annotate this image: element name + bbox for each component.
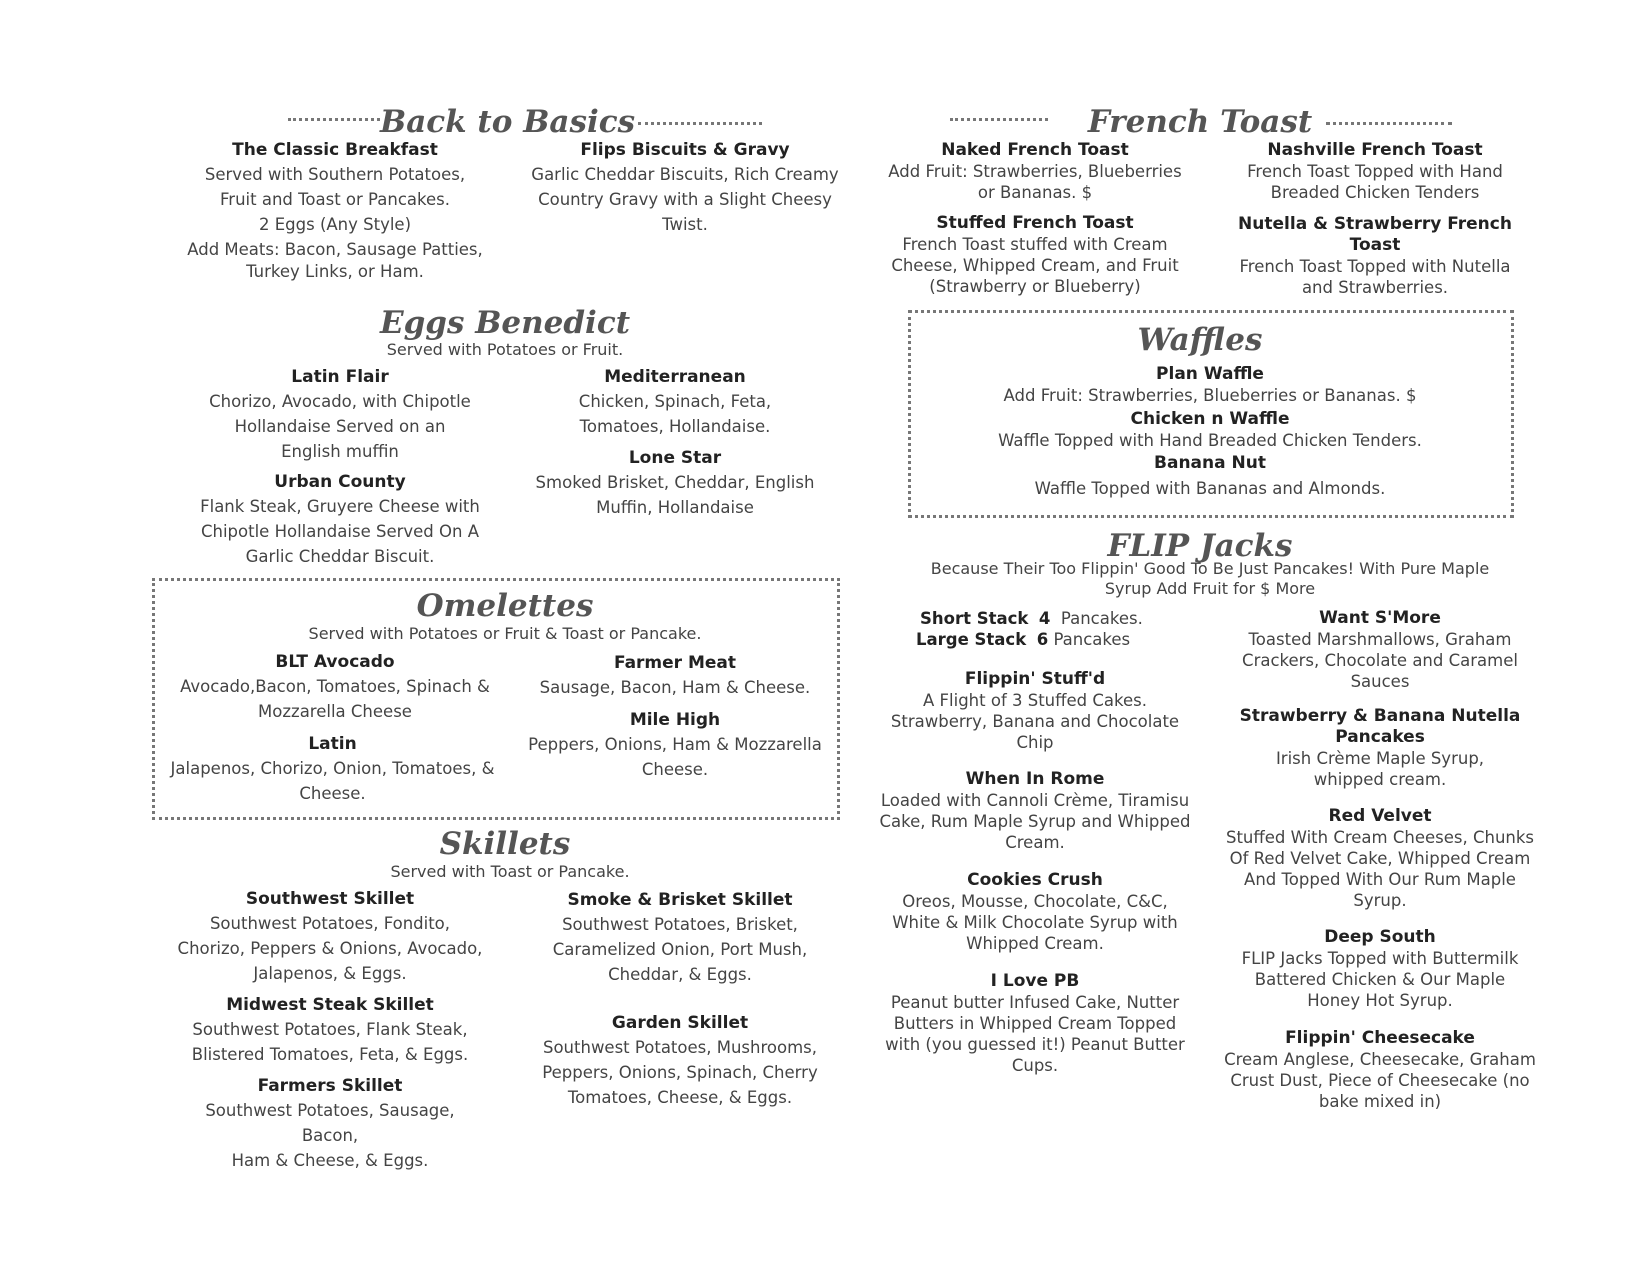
item-desc: A Flight of 3 Stuffed Cakes. <box>923 691 1147 710</box>
section-subtitle: Served with Toast or Pancake. <box>390 862 630 881</box>
menu-item <box>520 1011 840 1110</box>
menu-item <box>520 138 850 237</box>
section-title-skillets: Skillets <box>439 826 571 862</box>
menu-item <box>875 971 1195 1076</box>
title-divider <box>288 118 380 121</box>
item-desc: French Toast stuffed with Cream <box>902 235 1168 254</box>
menu-item <box>960 453 1460 499</box>
item-name: Mediterranean <box>604 367 746 387</box>
item-desc: Southwest Potatoes, Sausage, Bacon, <box>205 1101 455 1145</box>
item-desc: Crust Dust, Piece of Cheesecake (no <box>1230 1071 1530 1090</box>
menu-item <box>1215 214 1535 298</box>
item-desc: Add Meats: Bacon, Sausage Patties, <box>187 240 483 259</box>
item-desc: And Topped With Our Rum Maple <box>1244 870 1516 889</box>
item-desc: White & Milk Chocolate Syrup with <box>892 913 1178 932</box>
stack-label: Short Stack <box>920 609 1029 628</box>
stack-label: Large Stack <box>916 630 1027 649</box>
section-subtitle: Because Their Too Flippin' Good To Be Just Pancakes! With Pure Maple <box>930 559 1490 578</box>
menu-item <box>1220 806 1540 911</box>
item-desc: Sausage, Bacon, Ham & Cheese. <box>539 678 811 697</box>
menu-item <box>875 769 1195 853</box>
item-desc: Stuffed With Cream Cheeses, Chunks <box>1225 828 1535 847</box>
title-divider <box>950 118 1048 121</box>
item-desc: Chipotle Hollandaise Served On A <box>200 522 479 541</box>
item-desc: Chorizo, Avocado, with Chipotle <box>209 392 471 411</box>
item-name: Urban County <box>274 472 406 492</box>
item-name: Red Velvet <box>1328 806 1432 826</box>
section-title-back-to-basics: Back to Basics <box>380 104 636 140</box>
menu-item <box>880 669 1190 753</box>
item-desc: Sauces <box>1350 672 1410 691</box>
item-name: Cookies Crush <box>967 870 1103 890</box>
item-desc: Smoked Brisket, Cheddar, English <box>535 473 815 492</box>
menu-item <box>190 470 490 569</box>
menu-item <box>1220 706 1540 790</box>
stack-count: 6 <box>1036 630 1049 649</box>
item-name: The Classic Breakfast <box>232 140 438 160</box>
item-desc: or Bananas. $ <box>977 183 1093 202</box>
item-desc: FLIP Jacks Topped with Buttermilk <box>1241 949 1519 968</box>
item-desc: Muffin, Hollandaise <box>596 498 754 517</box>
item-desc: Twist. <box>662 215 708 234</box>
menu-item <box>170 650 500 724</box>
item-desc: Peppers, Onions, Ham & Mozzarella <box>528 735 822 754</box>
item-name: Chicken n Waffle <box>1130 409 1290 429</box>
menu-item <box>525 365 825 439</box>
item-desc: Chicken, Spinach, Feta, <box>578 392 772 411</box>
menu-item <box>525 446 825 520</box>
item-name: Latin Flair <box>291 367 389 387</box>
item-desc: Country Gravy with a Slight Cheesy <box>538 190 832 209</box>
title-divider <box>1326 122 1452 125</box>
menu-item <box>175 993 485 1067</box>
item-desc: and Strawberries. <box>1301 278 1449 297</box>
item-name: Flippin' Stuff'd <box>964 669 1106 689</box>
item-name: Midwest Steak Skillet <box>226 995 434 1015</box>
item-desc: Avocado,Bacon, Tomatoes, Spinach & <box>180 677 490 696</box>
item-desc: Southwest Potatoes, Mushrooms, <box>542 1038 818 1057</box>
item-name: Pancakes <box>1335 727 1425 747</box>
item-desc: Cheese, Whipped Cream, and Fruit <box>891 256 1179 275</box>
menu-item <box>1220 608 1540 692</box>
menu-item <box>175 1074 485 1173</box>
item-name: Garden Skillet <box>611 1013 749 1033</box>
item-name: Flips Biscuits & Gravy <box>580 140 790 160</box>
item-desc: Southwest Potatoes, Flank Steak, <box>192 1020 468 1039</box>
menu-item <box>520 651 830 700</box>
menu-item <box>1215 1028 1545 1112</box>
menu-item <box>165 732 500 806</box>
item-name: Plan Waffle <box>1156 364 1264 384</box>
item-name: Flippin' Cheesecake <box>1285 1028 1475 1048</box>
item-desc: Waffle Topped with Bananas and Almonds. <box>1034 479 1386 498</box>
item-desc: Jalapenos, & Eggs. <box>253 964 407 983</box>
item-desc: French Toast Topped with Nutella <box>1239 257 1511 276</box>
item-desc: Cups. <box>1011 1056 1059 1075</box>
item-desc: English muffin <box>281 442 399 461</box>
section-title-waffles: Waffles <box>1137 322 1263 358</box>
item-desc: 2 Eggs (Any Style) <box>258 215 412 234</box>
item-name: Lone Star <box>628 448 722 468</box>
item-desc: Cream Anglese, Cheesecake, Graham <box>1224 1050 1536 1069</box>
item-name: Deep South <box>1324 927 1436 947</box>
item-desc: bake mixed in) <box>1318 1092 1442 1111</box>
item-desc: Fruit and Toast or Pancakes. <box>220 190 450 209</box>
item-desc: Tomatoes, Cheese, & Eggs. <box>567 1088 793 1107</box>
item-desc: Cheese. <box>299 784 366 803</box>
section-subtitle: Syrup Add Fruit for $ More <box>1104 579 1316 598</box>
item-desc: Mozzarella Cheese <box>258 702 412 721</box>
item-desc: Cheddar, & Eggs. <box>608 965 752 984</box>
item-desc: whipped cream. <box>1313 770 1447 789</box>
item-name: Nashville French Toast <box>1267 140 1483 160</box>
item-desc: Garlic Cheddar Biscuit. <box>245 547 435 566</box>
menu-item <box>880 140 1190 203</box>
item-desc: Turkey Links, or Ham. <box>246 262 424 281</box>
item-desc: Southwest Potatoes, Brisket, <box>562 915 798 934</box>
item-desc: Crackers, Chocolate and Caramel <box>1242 651 1518 670</box>
item-desc: Peppers, Onions, Spinach, Cherry <box>542 1063 818 1082</box>
item-desc: with (you guessed it!) Peanut Butter <box>885 1035 1185 1054</box>
stack-option <box>916 629 1130 651</box>
item-desc: Strawberry, Banana and Chocolate <box>890 712 1180 731</box>
item-desc: Chorizo, Peppers & Onions, Avocado, <box>177 939 483 958</box>
item-desc: Chip <box>1016 733 1054 752</box>
item-desc: French Toast Topped with Hand <box>1247 162 1503 181</box>
item-desc: Jalapenos, Chorizo, Onion, Tomatoes, & <box>170 759 495 778</box>
item-name: Strawberry & Banana Nutella <box>1239 706 1521 726</box>
section-subtitle: Served with Potatoes or Fruit. <box>386 340 624 359</box>
section-title-eggs-benedict: Eggs Benedict <box>379 305 631 341</box>
menu-item <box>175 887 485 986</box>
menu-item <box>520 888 840 987</box>
stack-count: 4 <box>1038 609 1051 628</box>
section-title-omelettes: Omelettes <box>416 588 594 624</box>
item-desc: Cream. <box>1005 833 1065 852</box>
item-desc: Loaded with Cannoli Crème, Tiramisu <box>880 791 1190 810</box>
menu-item <box>520 708 830 782</box>
item-desc: Add Fruit: Strawberries, Blueberries or Bananas. $ <box>1003 386 1417 405</box>
item-desc: Southwest Potatoes, Fondito, <box>209 914 451 933</box>
item-name: I Love PB <box>990 971 1080 991</box>
item-desc: Battered Chicken & Our Maple <box>1254 970 1506 989</box>
item-desc: Peanut butter Infused Cake, Nutter <box>890 993 1180 1012</box>
item-desc: Flank Steak, Gruyere Cheese with <box>200 497 480 516</box>
item-desc: Cheese. <box>641 760 709 779</box>
item-desc: Blistered Tomatoes, Feta, & Eggs. <box>191 1045 469 1064</box>
item-desc: Ham & Cheese, & Eggs. <box>231 1151 429 1170</box>
item-desc: Butters in Whipped Cream Topped <box>893 1014 1177 1033</box>
item-desc: Hollandaise Served on an <box>234 417 446 436</box>
stack-unit: Pancakes. <box>1060 609 1143 628</box>
item-name: Banana Nut <box>1154 453 1266 473</box>
item-name: Want S'More <box>1319 608 1441 628</box>
menu-item <box>880 870 1190 954</box>
menu-item <box>960 409 1460 451</box>
item-desc: Syrup. <box>1353 891 1407 910</box>
item-desc: Toasted Marshmallows, Graham <box>1248 630 1512 649</box>
item-desc: Served with Southern Potatoes, <box>204 165 466 184</box>
item-name: Smoke & Brisket Skillet <box>567 890 793 910</box>
item-desc: Whipped Cream. <box>966 934 1104 953</box>
menu-item <box>960 364 1460 406</box>
item-desc: Oreos, Mousse, Chocolate, C&C, <box>902 892 1168 911</box>
menu-item <box>880 213 1190 297</box>
section-title-flip-jacks: FLIP Jacks <box>1107 528 1293 564</box>
menu-item <box>1215 140 1535 203</box>
menu-item <box>180 138 490 284</box>
menu-item <box>190 365 490 464</box>
item-name: BLT Avocado <box>275 652 395 672</box>
item-desc: Breaded Chicken Tenders <box>1270 183 1480 202</box>
section-subtitle: Served with Potatoes or Fruit & Toast or Pancake. <box>308 624 702 643</box>
item-desc: Irish Crème Maple Syrup, <box>1275 749 1485 768</box>
item-desc: Tomatoes, Hollandaise. <box>579 417 771 436</box>
item-name: Naked French Toast <box>941 140 1129 160</box>
item-name: Mile High <box>629 710 721 730</box>
item-name: Farmers Skillet <box>257 1076 403 1096</box>
item-desc: Garlic Cheddar Biscuits, Rich Creamy <box>531 165 839 184</box>
menu-item <box>1220 927 1540 1011</box>
title-divider <box>638 122 762 125</box>
item-desc: Honey Hot Syrup. <box>1307 991 1453 1010</box>
item-desc: Waffle Topped with Hand Breaded Chicken Tenders. <box>998 431 1422 450</box>
item-desc: Caramelized Onion, Port Mush, <box>552 940 808 959</box>
item-name: Latin <box>308 734 357 754</box>
section-title-french-toast: French Toast <box>1087 104 1313 140</box>
item-desc: Add Fruit: Strawberries, Blueberries <box>888 162 1182 181</box>
item-name: When In Rome <box>965 769 1105 789</box>
item-name: Nutella & Strawberry French Toast <box>1238 214 1512 255</box>
item-desc: Of Red Velvet Cake, Whipped Cream <box>1229 849 1531 868</box>
item-name: Southwest Skillet <box>245 889 415 909</box>
item-desc: Cake, Rum Maple Syrup and Whipped <box>879 812 1191 831</box>
item-name: Stuffed French Toast <box>936 213 1134 233</box>
stack-option <box>920 608 1143 630</box>
stack-unit: Pancakes <box>1053 630 1131 649</box>
item-desc: (Strawberry or Blueberry) <box>929 277 1141 296</box>
item-name: Farmer Meat <box>613 653 737 673</box>
